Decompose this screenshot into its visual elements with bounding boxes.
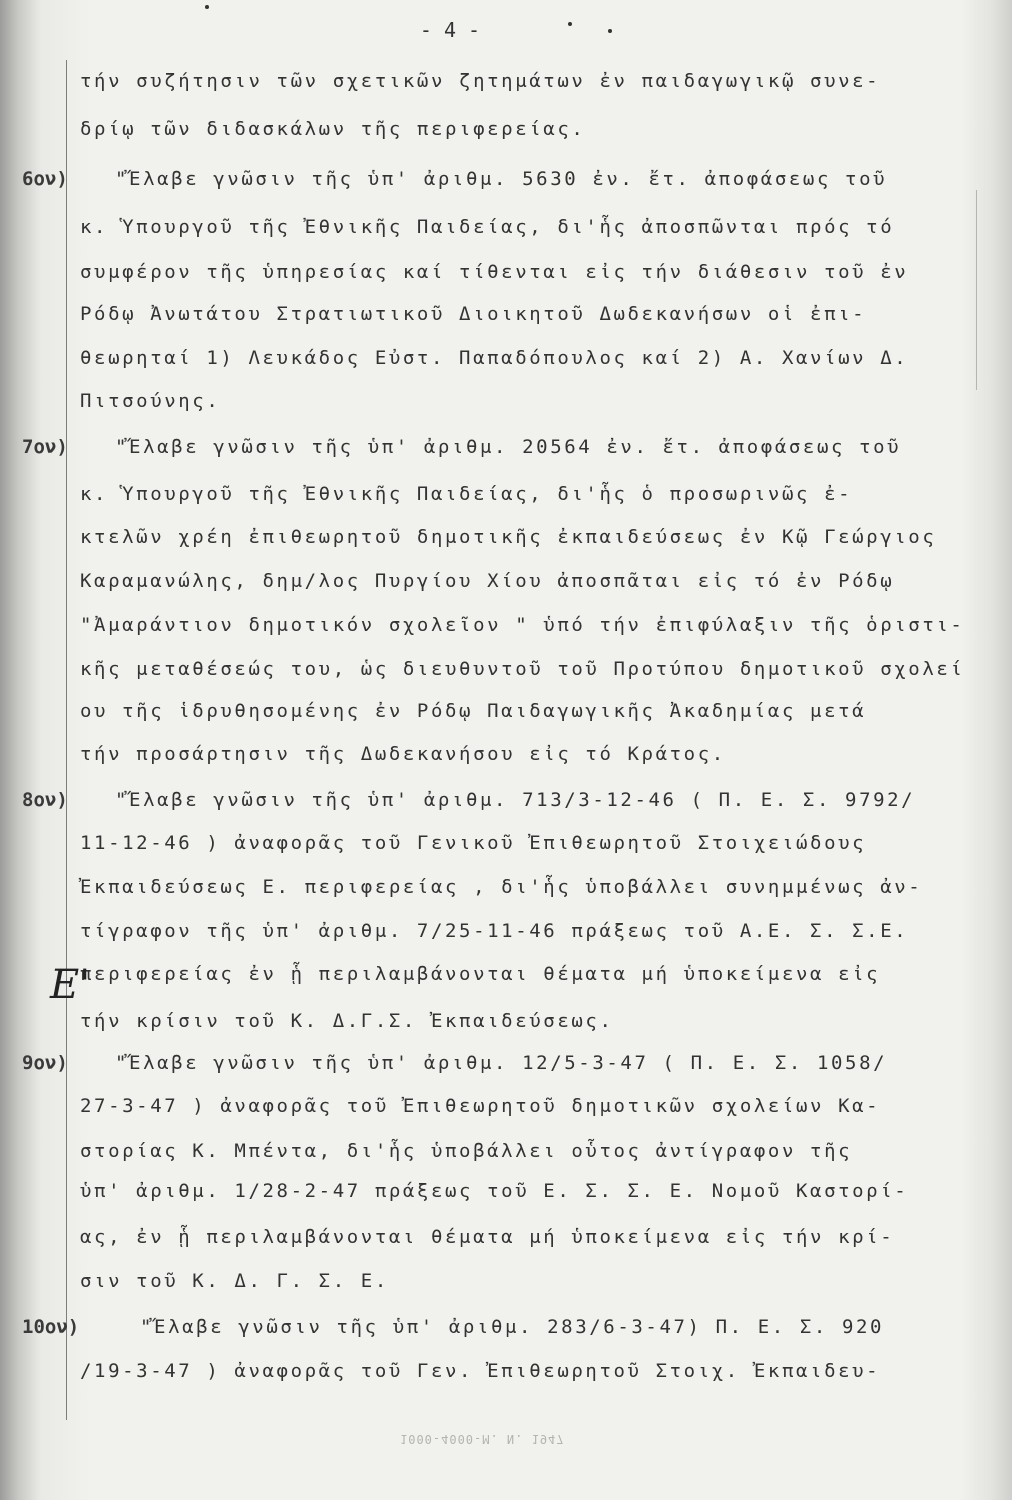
line-text: /19-3-47 ) ἀναφορᾶς τοῦ Γεν. Ἐπιθεωρητοῦ Στοιχ. Ἐκπαιδευ- bbox=[80, 1360, 881, 1382]
text-line bbox=[0, 216, 1012, 246]
text-line bbox=[0, 526, 1012, 556]
text-line bbox=[0, 1360, 1012, 1390]
line-text: τήν προσάρτησιν τῆς Δωδεκανήσου εἰς τό Κράτος. bbox=[80, 743, 726, 765]
text-line bbox=[0, 1010, 1012, 1040]
paper-speck bbox=[608, 29, 612, 33]
text-line bbox=[0, 920, 1012, 950]
line-text: τήν κρίσιν τοῦ Κ. Δ.Γ.Σ. Ἐκπαιδεύσεως. bbox=[80, 1010, 614, 1032]
line-text: "Ἀμαράντιον δημοτικόν σχολεῖον " ὑπό τήν ἐπιφύλαξιν τῆς ὁριστι- bbox=[80, 614, 965, 636]
text-line bbox=[0, 876, 1012, 906]
text-line bbox=[0, 347, 1012, 377]
line-text: τίγραφον τῆς ὑπ' ἀριθμ. 7/25-11-46 πράξεως τοῦ Α.Ε. Σ. Σ.Ε. bbox=[80, 920, 909, 942]
line-text: κτελῶν χρέη ἐπιθεωρητοῦ δημοτικῆς ἐκπαιδεύσεως ἐν Κῷ Γεώργιος bbox=[80, 526, 937, 548]
line-text: "Ἔλαβε γνῶσιν τῆς ὑπ' ἀριθμ. 12/5-3-47 ( Π. Ε. Σ. 1058/ bbox=[115, 1052, 888, 1074]
line-text: ας, ἐν ᾗ περιλαμβάνονται θέματα μή ὑποκείμενα εἰς τήν κρί- bbox=[80, 1226, 895, 1248]
text-line bbox=[0, 700, 1012, 730]
text-line bbox=[0, 614, 1012, 644]
line-text: κῆς μεταθέσεώς του, ὡς διευθυντοῦ τοῦ Προτύπου δημοτικοῦ σχολεί bbox=[80, 658, 965, 680]
text-line bbox=[0, 118, 1012, 148]
line-text: 27-3-47 ) ἀναφορᾶς τοῦ Ἐπιθεωρητοῦ δημοτικῶν σχολείων Κα- bbox=[80, 1095, 881, 1117]
text-line bbox=[0, 1180, 1012, 1210]
bleed-through-footer: 1000-4000-M. N. 1947 bbox=[400, 1432, 565, 1446]
text-line bbox=[0, 1052, 1012, 1082]
line-text: ου τῆς ἱδρυθησομένης ἐν Ρόδῳ Παιδαγωγικῆς Ἀκαδημίας μετά bbox=[80, 700, 867, 722]
text-line bbox=[0, 743, 1012, 773]
line-text: "Ἔλαβε γνῶσιν τῆς ὑπ' ἀριθμ. 283/6-3-47) Π. Ε. Σ. 920 bbox=[140, 1316, 885, 1338]
line-text: περιφερείας ἐν ᾗ περιλαμβάνονται θέματα μή ὑποκείμενα εἰς bbox=[80, 963, 881, 985]
line-text: θεωρηταί 1) Λευκάδος Εὐστ. Παπαδόπουλος καί 2) Α. Χανίων Δ. bbox=[80, 347, 909, 369]
item-number: 9ον) bbox=[22, 1052, 68, 1074]
line-text: Ἐκπαιδεύσεως Ε. περιφερείας , δι'ἧς ὑποβάλλει συνημμένως ἀν- bbox=[80, 876, 923, 898]
page-number: - 4 - bbox=[419, 18, 481, 42]
line-text: σιν τοῦ Κ. Δ. Γ. Σ. Ε. bbox=[80, 1270, 389, 1292]
text-line bbox=[0, 168, 1012, 198]
line-text: στορίας Κ. Μπέντα, δι'ἧς ὑποβάλλει οὗτος ἀντίγραφον τῆς bbox=[80, 1140, 853, 1162]
line-text: Ρόδῳ Ἀνωτάτου Στρατιωτικοῦ Διοικητοῦ Δωδεκανήσων οἱ ἐπι- bbox=[80, 303, 867, 325]
text-line bbox=[0, 1095, 1012, 1125]
text-line bbox=[0, 303, 1012, 333]
text-line bbox=[0, 570, 1012, 600]
item-number: 8ον) bbox=[22, 789, 68, 811]
text-line bbox=[0, 963, 1012, 993]
line-text: 11-12-46 ) ἀναφορᾶς τοῦ Γενικοῦ Ἐπιθεωρητοῦ Στοιχειώδους bbox=[80, 832, 867, 854]
text-line bbox=[0, 832, 1012, 862]
text-line bbox=[0, 1140, 1012, 1170]
paper-speck bbox=[205, 5, 209, 9]
line-text: τήν συζήτησιν τῶν σχετικῶν ζητημάτων ἐν παιδαγωγικῷ συνε- bbox=[80, 70, 881, 92]
line-text: "Ἔλαβε γνῶσιν τῆς ὑπ' ἀριθμ. 20564 ἐν. ἔτ. ἀποφάσεως τοῦ bbox=[115, 436, 902, 458]
item-number: 6ον) bbox=[22, 168, 68, 190]
text-line bbox=[0, 789, 1012, 819]
line-text: Πιτσούνης. bbox=[80, 390, 221, 412]
item-number: 7ον) bbox=[22, 436, 68, 458]
text-line bbox=[0, 261, 1012, 291]
line-text: Καραμανώλης, δημ/λος Πυργίου Χίου ἀποσπᾶται εἰς τό ἐν Ρόδῳ bbox=[80, 570, 895, 592]
line-text: συμφέρον τῆς ὑπηρεσίας καί τίθενται εἰς τήν διάθεσιν τοῦ ἐν bbox=[80, 261, 909, 283]
line-text: δρίῳ τῶν διδασκάλων τῆς περιφερείας. bbox=[80, 118, 586, 140]
text-line bbox=[0, 390, 1012, 420]
text-line bbox=[0, 436, 1012, 466]
handwritten-margin-note: Ε' bbox=[50, 962, 91, 1008]
text-line bbox=[0, 70, 1012, 100]
line-text: ὑπ' ἀριθμ. 1/28-2-47 πράξεως τοῦ Ε. Σ. Σ. Ε. Νομοῦ Καστορί- bbox=[80, 1180, 909, 1202]
line-text: κ. Ὑπουργοῦ τῆς Ἐθνικῆς Παιδείας, δι'ἧς ὁ προσωρινῶς ἐ- bbox=[80, 483, 853, 505]
item-number: 10ον) bbox=[22, 1316, 80, 1338]
line-text: κ. Ὑπουργοῦ τῆς Ἐθνικῆς Παιδείας, δι'ἧς ἀποσπῶνται πρός τό bbox=[80, 216, 895, 238]
line-text: "Ἔλαβε γνῶσιν τῆς ὑπ' ἀριθμ. 713/3-12-46 ( Π. Ε. Σ. 9792/ bbox=[115, 789, 916, 811]
text-line bbox=[0, 1316, 1012, 1346]
text-line bbox=[0, 1226, 1012, 1256]
text-line bbox=[0, 1270, 1012, 1300]
text-line bbox=[0, 483, 1012, 513]
paper-speck bbox=[568, 22, 572, 26]
text-line bbox=[0, 658, 1012, 688]
line-text: "Ἔλαβε γνῶσιν τῆς ὑπ' ἀριθμ. 5630 ἐν. ἔτ. ἀποφάσεως τοῦ bbox=[115, 168, 888, 190]
